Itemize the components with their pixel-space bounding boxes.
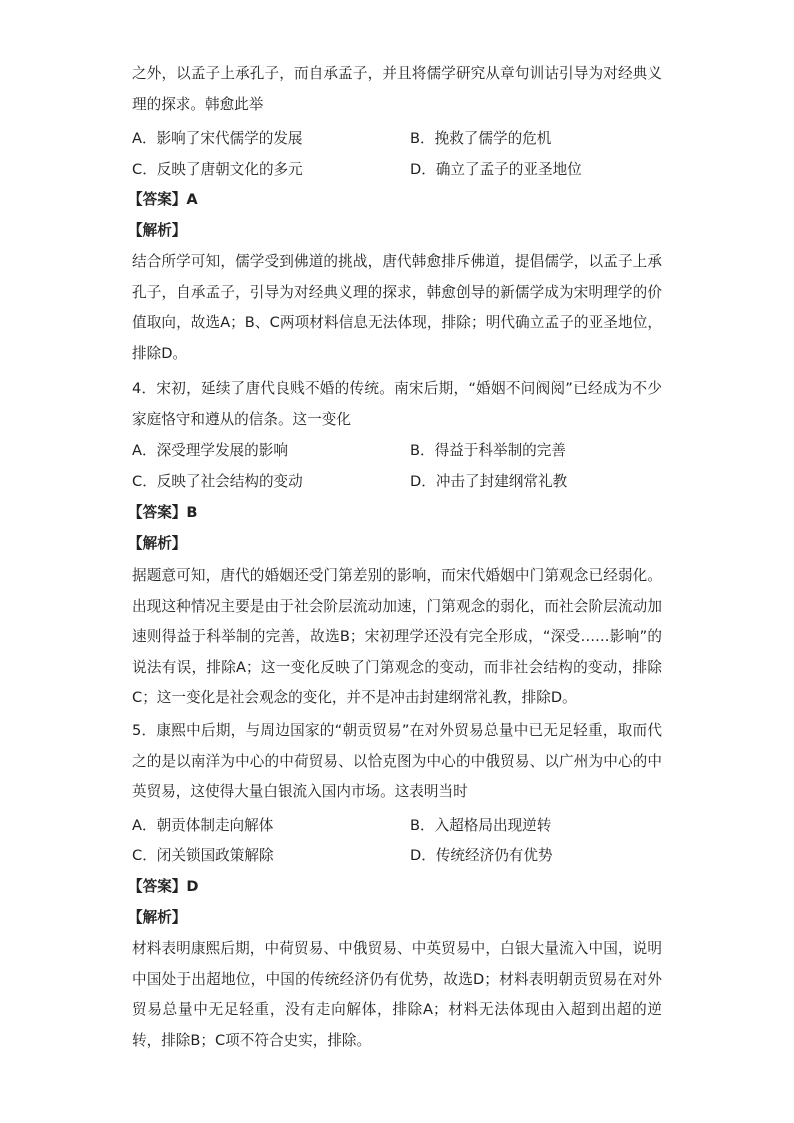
q3-analysis: 结合所学可知，儒学受到佛道的挑战，唐代韩愈排斥佛道，提倡儒学，以孟子上承孔子，自承孟子，引导为对经典义理的探求，韩愈创导的新儒学成为宋明理学的价值取向，故选A；B、C两项材料信息无法体现，排除；明代确立孟子的亚圣地位，排除D。 [132, 253, 662, 362]
q4-option-d: D．冲击了封建纲常礼教 [410, 473, 568, 490]
q5-option-d: D．传统经济仍有优势 [410, 847, 553, 864]
q3-stem: 之外，以孟子上承孔子，而自承孟子，并且将儒学研究从章句训诂引导为对经典义理的探求。韩愈此举 [132, 65, 662, 113]
q5-stem: 5．康熙中后期，与周边国家的“朝贡贸易”在对外贸易总量中已无足轻重，取而代之的是以南洋为中心的中荷贸易、以恰克图为中心的中俄贸易、以广州为中心的中英贸易，这使得大量白银流入国内市场。这表明当时 [132, 722, 662, 800]
q5-answer: 【答案】D [128, 878, 199, 895]
q3-option-a: A．影响了宋代儒学的发展 [132, 130, 303, 147]
q4-analysis: 据题意可知，唐代的婚姻还受门第差别的影响，而宋代婚姻中门第观念已经弱化。出现这种情况主要是由于社会阶层流动加速，门第观念的弱化，而社会阶层流动加速则得益于科举制的完善，故选B；宋初理学还没有完全形成，“深受……影响”的说法有误，排除A；这一变化反映了门第观念的变动，而非社会结构的变动，排除C；这一变化是社会观念的变化，并不是冲击封建纲常礼教，排除D。 [132, 567, 662, 706]
q4-option-b: B．得益于科举制的完善 [410, 442, 566, 459]
q5-option-a: A．朝贡体制走向解体 [132, 817, 274, 834]
q3-answer: 【答案】A [128, 191, 198, 208]
q4-stem: 4．宋初，延续了唐代良贱不婚的传统。南宋后期，“婚姻不问阀阅”已经成为不少家庭恪守和遵从的信条。这一变化 [132, 380, 662, 428]
q3-option-c: C．反映了唐朝文化的多元 [132, 161, 303, 178]
q5-analysis-label: 【解析】 [128, 909, 187, 926]
q4-answer: 【答案】B [128, 504, 198, 521]
q4-option-a: A．深受理学发展的影响 [132, 442, 288, 459]
q3-analysis-label: 【解析】 [128, 222, 187, 239]
q3-option-d: D．确立了孟子的亚圣地位 [410, 161, 582, 178]
q3-option-b: B．挽救了儒学的危机 [410, 130, 552, 147]
q5-option-c: C．闭关锁国政策解除 [132, 847, 274, 864]
q5-option-b: B．入超格局出现逆转 [410, 817, 552, 834]
q5-analysis: 材料表明康熙后期，中荷贸易、中俄贸易、中英贸易中，白银大量流入中国，说明中国处于出超地位，中国的传统经济仍有优势，故选D；材料表明朝贡贸易在对外贸易总量中无足轻重，没有走向解体，排除A；材料无法体现由入超到出超的逆转，排除B；C项不符合史实，排除。 [132, 940, 662, 1049]
q4-analysis-label: 【解析】 [128, 535, 187, 552]
q4-option-c: C．反映了社会结构的变动 [132, 473, 303, 490]
